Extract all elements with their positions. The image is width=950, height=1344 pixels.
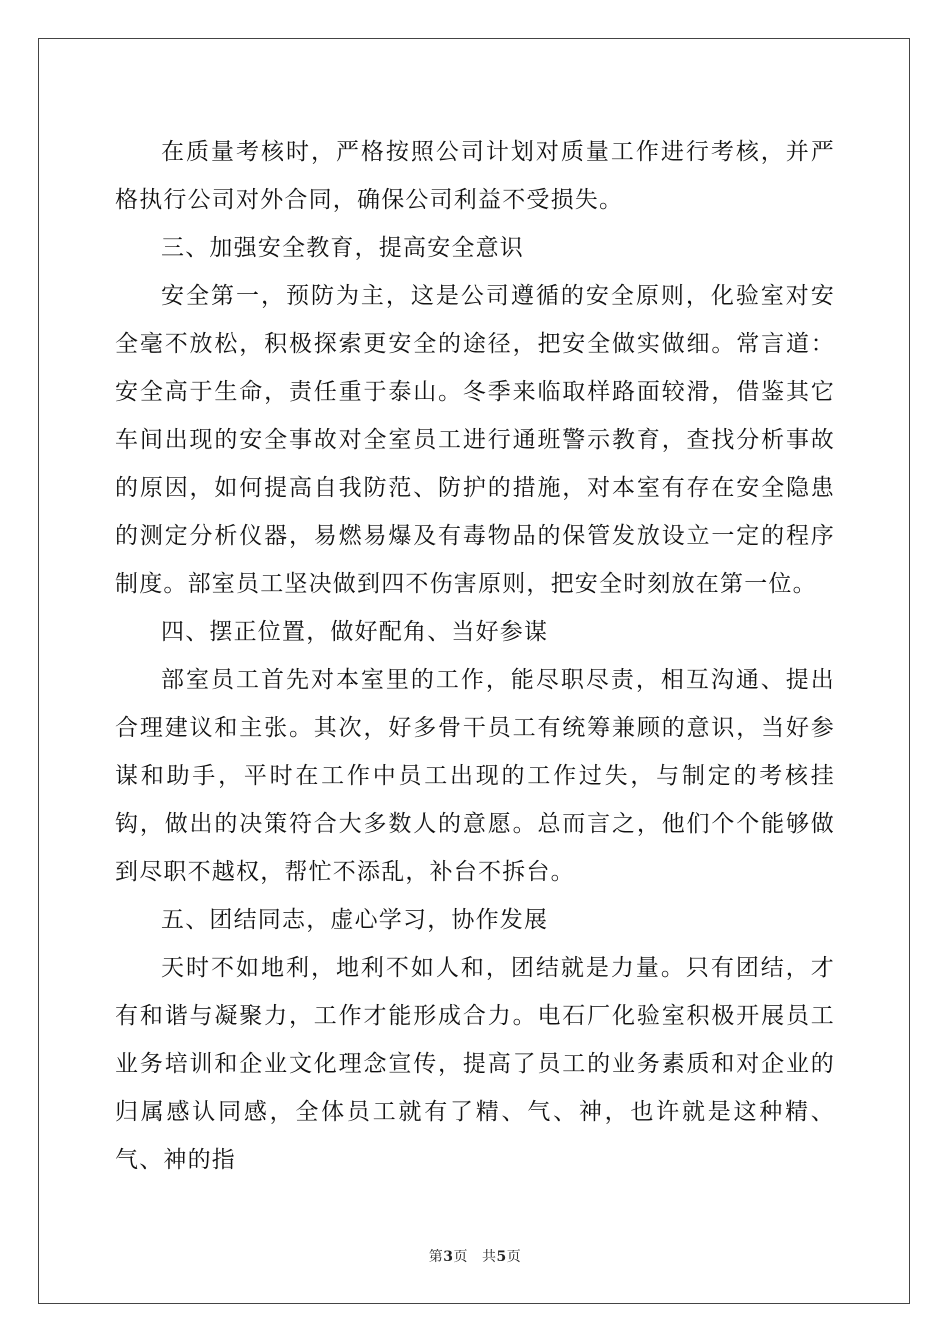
total-pages-number: 5 <box>496 1249 507 1265</box>
paragraph-safety: 安全第一，预防为主，这是公司遵循的安全原则，化验室对安全毫不放松，积极探索更安全的途径，把安全做实做细。常言道：安全高于生命，责任重于泰山。冬季来临取样路面较滑，借鉴其它车间出现的安全事故对全室员工进行通班警示教育，查找分析事故的原因，如何提高自我防范、防护的措施，对本室有存在安全隐患的测定分析仪器，易燃易爆及有毒物品的保管发放设立一定的程序制度。部室员工坚决做到四不伤害原则，把安全时刻放在第一位。 <box>115 283 835 597</box>
page-suffix: 页 <box>453 1249 468 1265</box>
section-heading-safety: 三、加强安全教育，提高安全意识 <box>161 235 524 261</box>
paragraph-unity: 天时不如地利，地利不如人和，团结就是力量。只有团结，才有和谐与凝聚力，工作才能形成合力。电石厂化验室积极开展员工业务培训和企业文化理念宣传，提高了员工的业务素质和对企业的归属感认同感，全体员工就有了精、气、神，也许就是这种精、气、神的指 <box>115 955 835 1173</box>
paragraph-quality-assessment: 在质量考核时，严格按照公司计划对质量工作进行考核，并严格执行公司对外合同，确保公司利益不受损失。 <box>115 139 835 213</box>
section-heading-unity: 五、团结同志，虚心学习，协作发展 <box>161 907 549 933</box>
section-heading-position: 四、摆正位置，做好配角、当好参谋 <box>161 619 549 645</box>
total-prefix: 共 <box>482 1249 497 1265</box>
paragraph-position: 部室员工首先对本室里的工作，能尽职尽责，相互沟通、提出合理建议和主张。其次，好多骨干员工有统筹兼顾的意识，当好参谋和助手，平时在工作中员工出现的工作过失，与制定的考核挂钩，做出的决策符合大多数人的意愿。总而言之，他们个个能够做到尽职不越权，帮忙不添乱，补台不拆台。 <box>115 667 835 885</box>
page-prefix: 第 <box>428 1249 444 1265</box>
document-body <box>115 128 835 1184</box>
total-suffix: 页 <box>506 1249 522 1265</box>
current-page-number: 3 <box>443 1249 454 1265</box>
page-footer <box>0 1246 950 1266</box>
